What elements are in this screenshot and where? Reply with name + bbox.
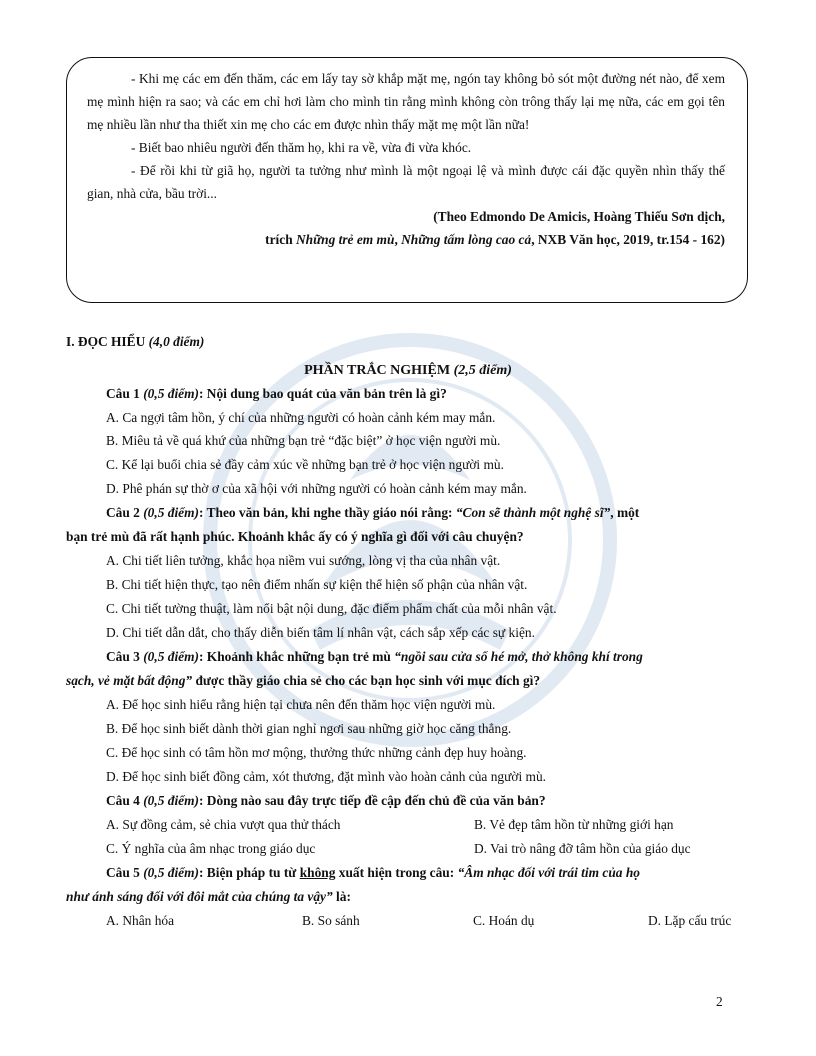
section-subtitle: PHẦN TRẮC NGHIỆM (2,5 điểm) <box>304 363 512 378</box>
q3-option-a: A. Để học sinh hiểu rằng hiện tại chưa nên đến thăm học viện người mù. <box>106 697 496 712</box>
q5-option-d: D. Lặp cấu trúc <box>648 913 732 928</box>
passage-source-line-2: trích Những trẻ em mù, Những tấm lòng cao cả, NXB Văn học, 2019, tr.154 - 162) <box>265 232 725 247</box>
q1-option-d: D. Phê phán sự thờ ơ của xã hội với những người có hoàn cảnh kém may mắn. <box>106 481 527 496</box>
question-1: Câu 1 (0,5 điểm): Nội dung bao quát của văn bản trên là gì? <box>106 386 447 401</box>
q3-option-d: D. Để học sinh biết đồng cảm, xót thương, đặt mình vào hoàn cảnh của người mù. <box>106 769 546 784</box>
question-2-line-2: bạn trẻ mù đã rất hạnh phúc. Khoảnh khắc ấy có ý nghĩa gì đối với câu chuyện? <box>66 529 524 544</box>
q2-option-d: D. Chi tiết dẫn dắt, cho thấy diễn biến tâm lí nhân vật, cách sắp xếp các sự kiện. <box>106 625 535 640</box>
q1-option-a: A. Ca ngợi tâm hồn, ý chí của những người có hoàn cảnh kém may mắn. <box>106 410 496 425</box>
passage-box <box>66 57 748 303</box>
q1-option-b: B. Miêu tả về quá khứ của những bạn trẻ “đặc biệt” ở học viện người mù. <box>106 433 501 448</box>
q3-option-b: B. Để học sinh biết dành thời gian nghỉ ngơi sau những giờ học căng thẳng. <box>106 721 512 736</box>
passage-paragraph-2: - Biết bao nhiêu người đến thăm họ, khi ra về, vừa đi vừa khóc. <box>131 140 472 155</box>
q4-option-b: B. Vẻ đẹp tâm hồn từ những giới hạn <box>474 817 674 832</box>
question-4: Câu 4 (0,5 điểm): Dòng nào sau đây trực tiếp đề cập đến chủ đề của văn bản? <box>106 793 546 808</box>
page-number: 2 <box>716 994 723 1009</box>
q5-option-c: C. Hoán dụ <box>473 913 535 928</box>
passage-source-line-1: (Theo Edmondo De Amicis, Hoàng Thiếu Sơn dịch, <box>433 209 725 224</box>
passage-paragraph-1: - Khi mẹ các em đến thăm, các em lấy tay sờ khắp mặt mẹ, ngón tay không bỏ sót một đường nét nào, để xem mẹ mình hiện ra sao; và các em chỉ hơi làm cho mình tin rằng mình không còn trông thấy lại mẹ nữa, các em gọi tên mẹ nhiều lần như tha thiết xin mẹ cho các em được nhìn thấy mặt mẹ một lần nữa! <box>87 71 725 132</box>
question-5-line-1: Câu 5 (0,5 điểm): Biện pháp tu từ không xuất hiện trong câu: “Âm nhạc đối với trái tim của họ <box>106 865 640 880</box>
source-collection-title: Những tấm lòng cao cả <box>401 232 532 247</box>
question-3-line-1: Câu 3 (0,5 điểm): Khoảnh khắc những bạn trẻ mù “ngồi sau cửa sổ hé mở, thở không khí trong <box>106 649 643 664</box>
q5-option-a: A. Nhân hóa <box>106 913 175 928</box>
source-book-title: Những trẻ em mù <box>296 232 395 247</box>
underlined-word: không <box>299 865 336 880</box>
passage-paragraph-3: - Để rồi khi từ giã họ, người ta tưởng như mình là một ngoại lệ và mình được cái đặc quyền nhìn thấy thế gian, nhà cửa, bầu trời... <box>87 163 725 201</box>
q4-option-d: D. Vai trò nâng đỡ tâm hồn của giáo dục <box>474 841 691 856</box>
section-title: I. ĐỌC HIỂU (4,0 điểm) <box>66 334 205 349</box>
question-5-line-2: như ánh sáng đối với đôi mắt của chúng ta vậy” là: <box>66 889 351 904</box>
question-3-line-2: sạch, vẻ mặt bất động” được thầy giáo chia sẻ cho các bạn học sinh với mục đích gì? <box>66 673 541 688</box>
q2-option-a: A. Chi tiết liên tưởng, khắc họa niềm vui sướng, lòng vị tha của nhân vật. <box>106 553 501 568</box>
q2-option-c: C. Chi tiết tường thuật, làm nổi bật nội dung, đặc điểm phẩm chất của mỗi nhân vật. <box>106 601 557 616</box>
q4-option-c: C. Ý nghĩa của âm nhạc trong giáo dục <box>106 841 316 856</box>
q4-option-a: A. Sự đồng cảm, sẻ chia vượt qua thử thách <box>106 817 341 832</box>
q3-option-c: C. Để học sinh có tâm hồn mơ mộng, thưởng thức những cảnh đẹp huy hoàng. <box>106 745 527 760</box>
q1-option-c: C. Kể lại buổi chia sẻ đầy cảm xúc về những bạn trẻ ở học viện người mù. <box>106 457 504 472</box>
q5-option-b: B. So sánh <box>302 913 360 928</box>
question-2-line-1: Câu 2 (0,5 điểm): Theo văn bản, khi nghe thầy giáo nói rằng: “Con sẽ thành một nghệ sĩ”, một <box>106 505 640 520</box>
q2-option-b: B. Chi tiết hiện thực, tạo nên điểm nhấn sự kiện thể hiện số phận của nhân vật. <box>106 577 528 592</box>
